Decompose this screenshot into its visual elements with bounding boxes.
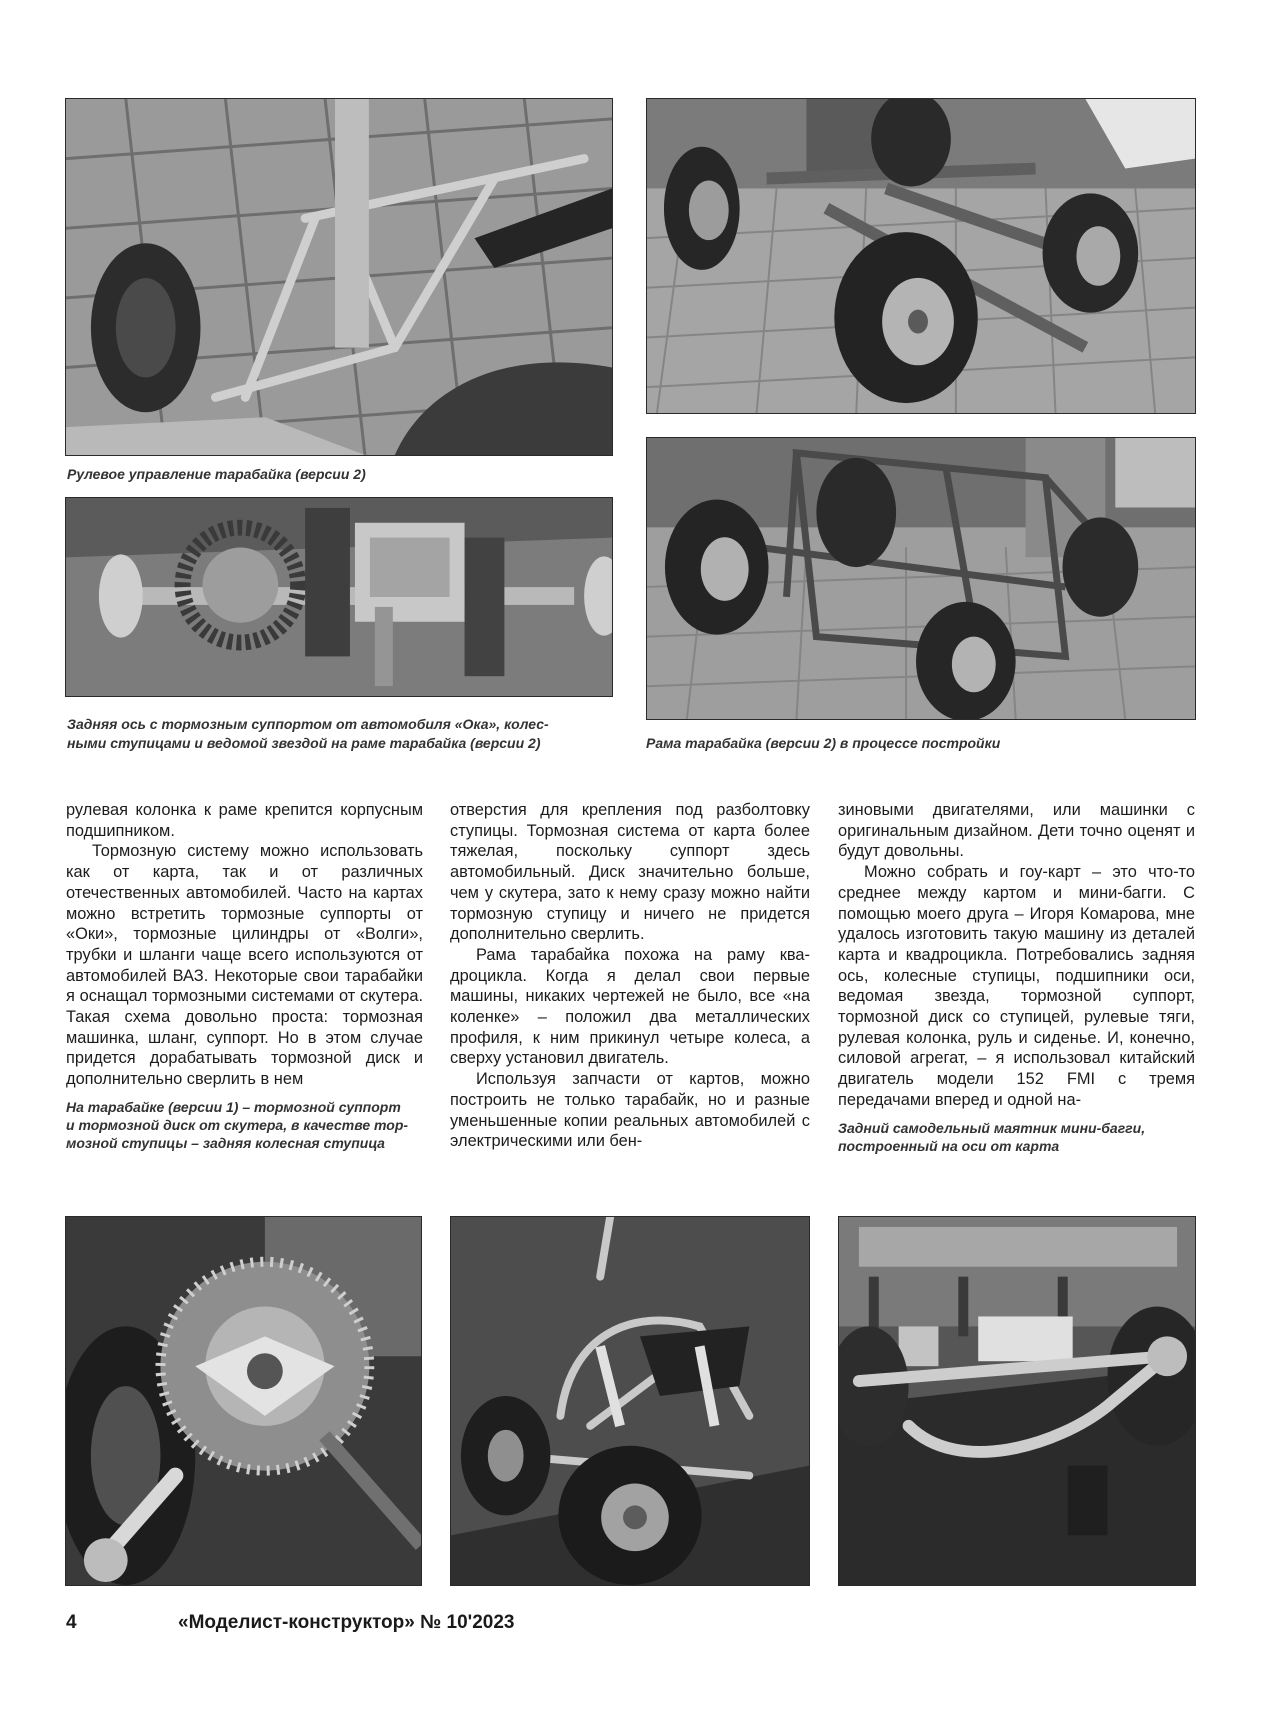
paragraph: Тормозную систему можно использовать как от карта, так и от различных отечественных автомобилей. Часто на картах можно встретить тормозные суппорты от «Оки», тормозные цилиндры от «Волги», трубки и шланги чаще всего используются от автомобилей ВАЗ. Некоторые свои тарабайки я оснащал тормозными системами от скутера. Такая схема довольно проста: тормозная машинка, шланг, суппорт. Но в этом случае придется дорабатывать тормозной диск и дополнительно сверлить в нем [66, 842, 423, 1089]
caption-brake: На тарабайке (версии 1) – тормозной суппорт и тормозной диск от скутера, в качестве тор- мозной ступицы – задняя колесная ступица [66, 1098, 409, 1151]
photo-brake-disc [65, 1216, 422, 1586]
magazine-title: «Моделист-конструктор» № 10'2023 [178, 1612, 515, 1633]
paragraph: рулевая колонка к раме крепится корпусным подшипником. [66, 801, 423, 840]
photo-swingarm [838, 1216, 1196, 1586]
photo-frame-construction [646, 437, 1196, 720]
caption-rear-axle: Задняя ось с тормозным суппортом от автомобиля «Ока», колес- ными ступицами и ведомой звездой на раме тарабайка (версии 2) [67, 716, 549, 751]
photo-buggy-frame [450, 1216, 810, 1586]
photo-steering [65, 98, 613, 456]
paragraph: Можно собрать и гоу-карт – это что-то среднее между картом и мини-багги. С помощью моего друга – Игоря Комарова, мне удалось изготовить такую машину из деталей карта и квадроцикла. Потребовались задняя ось, колесные ступицы, подшипники оси, ведомая звезда, тормозной суппорт, тормозной диск со ступицей, рулевые тяги, рулевая колонка, руль и сиденье. И, конечно, силовой агрегат, – я использовал китайский двигатель модели 152 FMI с тремя передачами вперед и одной на- [838, 863, 1195, 1109]
photo-rear-axle [65, 497, 613, 697]
article-column-3 [838, 800, 1195, 1155]
caption-swingarm: Задний самодельный маятник мини-багги, построенный на оси от карта [838, 1119, 1146, 1154]
photo-chassis-wheels [646, 98, 1196, 414]
caption-steering: Рулевое управление тарабайка (версии 2) [67, 466, 366, 482]
article-column-1 [66, 800, 423, 1152]
paragraph: Рама тарабайка похожа на раму квадроцикла. Когда я делал свои первые машины, никаких чертежей не было, все «на коленке» – положил два металлических профиля, к ним прикинул четыре колеса, а сверху установил двигатель. [450, 945, 810, 1068]
article-column-2 [450, 800, 810, 1152]
paragraph: зиновыми двигателями, или машинки с оригинальным дизайном. Дети точно оценят и будут довольны. [838, 801, 1195, 861]
paragraph: отверстия для крепления под разболтовку ступицы. Тормозная система от карта более тяжелая, поскольку суппорт здесь автомобильный. Диск значительно больше, чем у скутера, зато к нему сразу можно найти тормозную ступицу и ничего не придется дополнительно сверлить. [450, 801, 810, 944]
paragraph: Используя запчасти от картов, можно построить не только тарабайк, но и разные уменьшенные копии реальных автомобилей с электрическими или бен- [450, 1070, 810, 1151]
caption-frame: Рама тарабайка (версии 2) в процессе постройки [646, 735, 1001, 751]
page-number: 4 [66, 1612, 77, 1633]
